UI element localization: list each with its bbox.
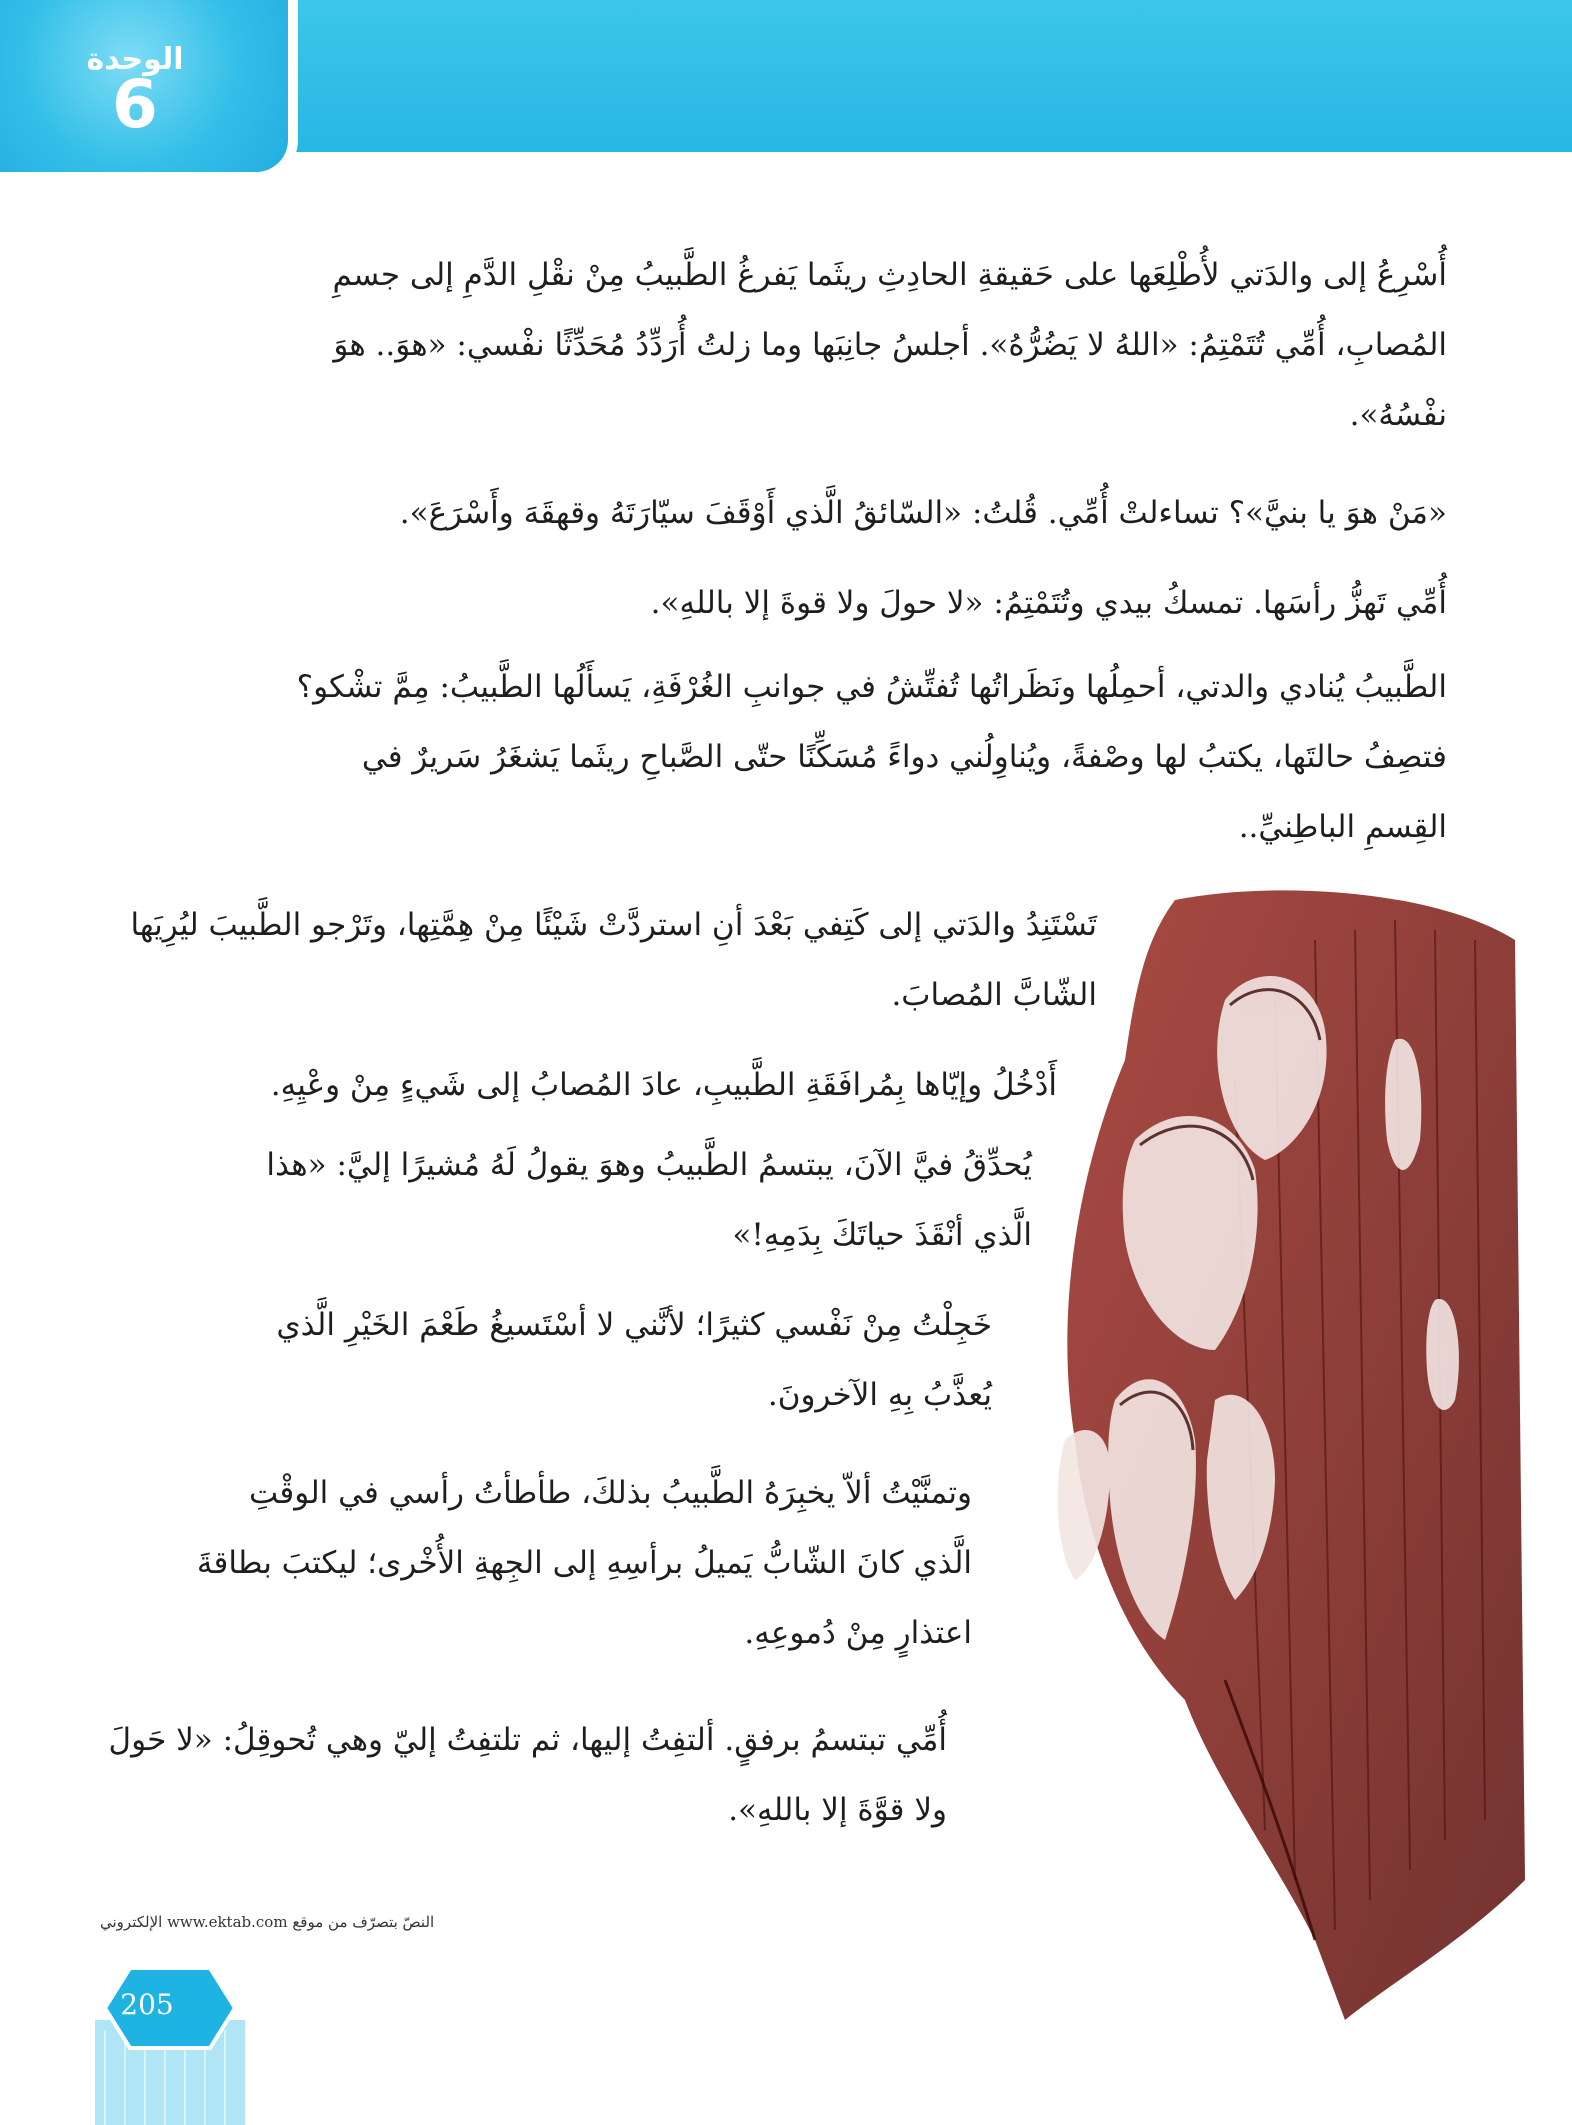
text-line: أَدْخُلُ وإيّاها بِمُرافَقَةِ الطَّبيبِ، عادَ المُصابُ إلى شَيءٍ مِنْ وعْيِهِ. — [270, 1067, 1057, 1103]
page-number-badge — [95, 1960, 245, 2125]
paragraph-1 — [117, 240, 1447, 450]
figure-illustration — [1015, 880, 1530, 2030]
text-line: ولا قوَّةَ إلا باللهِ». — [728, 1792, 947, 1828]
text-line: أُسْرِعُ إلى والدَتي لأُطْلِعَها على حَقيقةِ الحادِثِ ريثَما يَفرغُ الطَّبيبُ مِنْ نقْلِ الدَّمِ إلى جسمِ — [332, 257, 1447, 293]
text-line: الَّذي كانَ الشّابُّ يَميلُ برأسِهِ إلى الجِهةِ الأُخْرى؛ ليكتبَ بطاقةَ — [196, 1545, 972, 1581]
text-line: القِسمِ الباطِنيِّ.. — [1238, 809, 1447, 845]
text-line: الشّابَّ المُصابَ. — [891, 977, 1097, 1013]
text-line: فتصِفُ حالتَها، يكتبُ لها وصْفةً، ويُناوِلُني دواءً مُسَكِّنًا حتّى الصَّباحِ ريثَما يَشغَرُ سَريرٌ في — [361, 739, 1447, 775]
text-line: الَّذي أنْقَذَ حياتَكَ بِدَمِهِ!» — [732, 1217, 1032, 1253]
text-line: يُعذَّبُ بِهِ الآخرونَ. — [767, 1377, 992, 1413]
paragraph-10 — [108, 1705, 947, 1845]
paragraph-9 — [172, 1458, 972, 1668]
text-line: أُمِّي تَهزُّ رأسَها. تمسكُ بيدي وتُتَمْتِمُ: «لا حولَ ولا قوةَ إلا باللهِ». — [650, 585, 1447, 621]
text-line: الطَّبيبُ يُنادي والدتي، أحمِلُها ونَظَراتُها تُفتِّشُ في جوانبِ الغُرْفَةِ، يَسأَلُها الطَّبيبُ: مِمَّ تشْكو؟ — [296, 669, 1447, 705]
paragraph-4 — [117, 652, 1447, 862]
text-line: وتمنَّيْتُ ألاّ يخبِرَهُ الطَّبيبُ بذلكَ، طأطأتُ رأسي في الوقْتِ — [248, 1475, 972, 1511]
text-line: يُحدِّقُ فيَّ الآنَ، يبتسمُ الطَّبيبُ وهوَ يقولُ لَهُ مُشيرًا إليَّ: «هذا — [266, 1147, 1032, 1183]
text-line: المُصابِ، أُمِّي تُتَمْتِمُ: «اللهُ لا يَضُرُّهُ». أجلسُ جانِبَها وما زلتُ أُرَدِّدُ مُحَدِّثًا نفْسي: «هوَ.. هوَ — [333, 327, 1447, 363]
text-line: «مَنْ هوَ يا بنيَّ»؟ تساءلتْ أُمِّي. قُلتُ: «السّائقُ الَّذي أَوْقَفَ سيّارَتَهُ وقهقَهَ وأَسْرَعَ». — [399, 495, 1447, 531]
text-line: اعتذارٍ مِنْ دُموعِهِ. — [744, 1615, 972, 1651]
paragraph-3 — [117, 568, 1447, 638]
text-line: خَجِلْتُ مِنْ نَفْسي كثيرًا؛ لأنَّني لا أسْتَسيغُ طَعْمَ الخَيْرِ الَّذي — [276, 1307, 992, 1343]
text-line: نفْسُهُ». — [1349, 397, 1447, 433]
page-number: 205 — [120, 1988, 174, 2021]
text-line: أُمِّي تبتسمُ برفقٍ. ألتفِتُ إليها، ثم تلتفِتُ إليّ وهي تُحوقِلُ: «لا حَولَ — [108, 1722, 947, 1758]
paragraph-6 — [157, 1050, 1057, 1120]
unit-number: 6 — [112, 66, 158, 143]
text-line: تَسْتَنِدُ والدَتي إلى كَتِفي بَعْدَ أنِ استردَّتْ شَيْئًا مِنْ هِمَّتِها، وتَرْجو الطَّبيبَ ليُرِيَها — [130, 907, 1097, 943]
paragraph-5 — [97, 890, 1097, 1030]
paragraph-7 — [152, 1130, 1032, 1270]
paragraph-2 — [117, 478, 1447, 548]
paragraph-8 — [172, 1290, 992, 1430]
source-note: النصّ بتصرّف من موقع www.ektab.com الإلكتروني — [100, 1913, 435, 1931]
unit-label: الوحدة — [86, 42, 184, 77]
unit-badge — [0, 0, 298, 182]
